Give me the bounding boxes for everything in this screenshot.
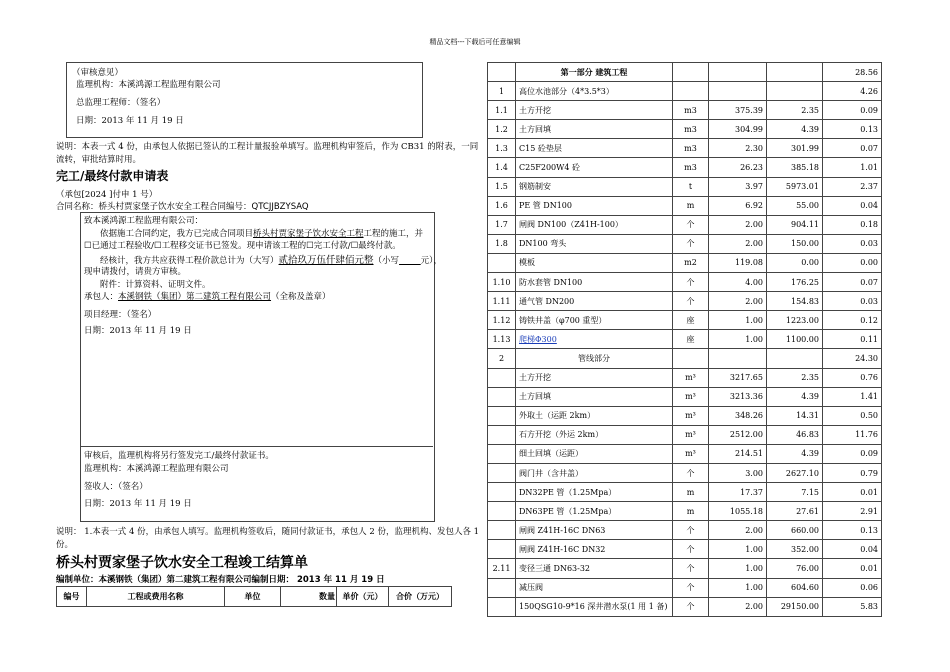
contractor-label: 承包人： <box>84 292 119 302</box>
cell-total: 0.09 <box>823 101 882 120</box>
cell-name: 150QSG10-9*16 深井潜水泵(1 用 1 备) <box>516 597 673 616</box>
cell-name: 闸阀 Z41H-16C DN32 <box>516 540 673 559</box>
app-para1-tail: 工程的施工，并 <box>363 229 424 239</box>
table-row <box>488 82 882 101</box>
cell-total: 0.03 <box>823 234 882 253</box>
cell-no <box>488 540 516 559</box>
cell-price: 352.00 <box>767 540 823 559</box>
cell-qty: 6.92 <box>709 196 767 215</box>
table-row <box>488 139 882 158</box>
cell-name: 减压阀 <box>516 578 673 597</box>
cell-total: 0.07 <box>823 273 882 292</box>
cell-unit: m3 <box>673 101 709 120</box>
cell-price: 29150.00 <box>767 597 823 616</box>
cell-total: 2.91 <box>823 502 882 521</box>
amount-words: 贰拾玖万伍仟肆佰元整 <box>278 255 374 266</box>
cell-total: 1.01 <box>823 158 882 177</box>
cell-name: 模板 <box>516 253 673 272</box>
cell-price: 4.39 <box>767 444 823 463</box>
table-row <box>488 292 882 311</box>
application-divider <box>80 446 433 447</box>
cell-no: 1.3 <box>488 139 516 158</box>
table-row <box>488 425 882 444</box>
cell-price: 76.00 <box>767 559 823 578</box>
cell-qty: 17.37 <box>709 483 767 502</box>
cell-unit: 个 <box>673 273 709 292</box>
cell-no <box>488 387 516 406</box>
table-row <box>488 559 882 578</box>
cell-qty: 2.00 <box>709 521 767 540</box>
cell-price: 46.83 <box>767 425 823 444</box>
cell-name: 变径三通 DN63-32 <box>516 559 673 578</box>
table-row <box>488 120 882 139</box>
cell-qty: 3.00 <box>709 463 767 482</box>
cell-no: 1.7 <box>488 215 516 234</box>
cell-name: 钢筋制安 <box>516 177 673 196</box>
page-header: 精品文档---下载后可任意编辑 <box>429 38 521 46</box>
cell-no <box>488 463 516 482</box>
cell-unit: 个 <box>673 521 709 540</box>
cell-no: 2.11 <box>488 559 516 578</box>
header-qty: 数量 <box>281 587 337 607</box>
cell-no <box>488 368 516 387</box>
cell-name: 土方开挖 <box>516 101 673 120</box>
cell-no <box>488 406 516 425</box>
cell-qty: 2.00 <box>709 292 767 311</box>
cell-name: DN100 弯头 <box>516 234 673 253</box>
cell-qty <box>709 63 767 82</box>
cell-total: 24.30 <box>823 349 882 368</box>
review-date: 日期：2013 年 11 月 19 日 <box>76 116 184 126</box>
cell-qty: 214.51 <box>709 444 767 463</box>
cell-price: 4.39 <box>767 120 823 139</box>
cell-name[interactable]: 爬梯Φ300 <box>516 330 673 349</box>
cell-name: 石方开挖（外运 2km） <box>516 425 673 444</box>
cell-total: 0.04 <box>823 540 882 559</box>
table-row <box>488 406 882 425</box>
cell-unit: m <box>673 196 709 215</box>
cell-qty: 2.00 <box>709 215 767 234</box>
cell-qty: 1.00 <box>709 311 767 330</box>
cell-qty: 1055.18 <box>709 502 767 521</box>
cell-qty: 2.00 <box>709 597 767 616</box>
cell-total: 0.09 <box>823 444 882 463</box>
cell-name: 闸阀 DN100（Z41H-100） <box>516 215 673 234</box>
cell-total: 5.83 <box>823 597 882 616</box>
table-row <box>488 101 882 120</box>
cell-unit <box>673 82 709 101</box>
cell-price: 1223.00 <box>767 311 823 330</box>
header-no: 编号 <box>57 587 87 607</box>
cell-price: 904.11 <box>767 215 823 234</box>
cell-qty: 4.00 <box>709 273 767 292</box>
cell-price: 1100.00 <box>767 330 823 349</box>
cell-name: 细土回填（运距） <box>516 444 673 463</box>
cell-unit: m³ <box>673 406 709 425</box>
cell-qty: 26.23 <box>709 158 767 177</box>
cell-qty: 375.39 <box>709 101 767 120</box>
cell-price <box>767 349 823 368</box>
cell-unit: 个 <box>673 215 709 234</box>
cell-price: 2.35 <box>767 101 823 120</box>
cell-qty <box>709 82 767 101</box>
cell-price: 7.15 <box>767 483 823 502</box>
cell-unit: m3 <box>673 120 709 139</box>
cell-unit: m³ <box>673 425 709 444</box>
cell-no <box>488 63 516 82</box>
receiver: 签收人：（签名） <box>84 482 148 492</box>
table-row <box>488 463 882 482</box>
cell-no: 1.5 <box>488 177 516 196</box>
cell-no <box>488 253 516 272</box>
form-code: （承包[2024 ]付申 1 号） <box>56 190 158 200</box>
table-row <box>488 521 882 540</box>
table-row <box>488 502 882 521</box>
cell-qty: 3217.65 <box>709 368 767 387</box>
table-row <box>488 234 882 253</box>
cell-qty: 348.26 <box>709 406 767 425</box>
cell-price: 150.00 <box>767 234 823 253</box>
receive-date: 日期：2013 年 11 月 19 日 <box>84 499 192 509</box>
note2-line1: 说明： 1.本表一式 4 份，由承包人填写。监理机构签收后，随同付款证书，承包人 2 份，监理机构、发包人各 1 <box>56 527 480 537</box>
cell-qty: 2.30 <box>709 139 767 158</box>
cell-total: 0.13 <box>823 521 882 540</box>
table-row <box>488 273 882 292</box>
settlement-title: 桥头村贾家堡子饮水安全工程竣工结算单 <box>56 555 308 571</box>
cell-unit: 个 <box>673 234 709 253</box>
cell-name: 第一部分 建筑工程 <box>516 63 673 82</box>
contract-line <box>56 200 309 212</box>
header-unit: 单位 <box>225 587 281 607</box>
cell-qty: 1.00 <box>709 578 767 597</box>
cell-unit: m2 <box>673 253 709 272</box>
cell-no: 1.10 <box>488 273 516 292</box>
table-row <box>488 311 882 330</box>
cell-price: 4.39 <box>767 387 823 406</box>
cell-name: 外取土（运距 2km） <box>516 406 673 425</box>
cell-qty: 1.00 <box>709 540 767 559</box>
cell-name: 土方回填 <box>516 120 673 139</box>
table-row <box>488 158 882 177</box>
cell-no: 1.12 <box>488 311 516 330</box>
table-row <box>488 177 882 196</box>
cell-name: C25F200W4 砼 <box>516 158 673 177</box>
cell-total: 0.01 <box>823 483 882 502</box>
table-row <box>488 253 882 272</box>
cost-table <box>487 62 882 617</box>
cell-total: 1.41 <box>823 387 882 406</box>
cell-name: 铸铁井盖（φ700 重型） <box>516 311 673 330</box>
cell-no <box>488 444 516 463</box>
amount-small-blank <box>399 256 421 266</box>
table-row <box>488 63 882 82</box>
cell-unit: 个 <box>673 578 709 597</box>
table-row <box>488 349 882 368</box>
cell-qty: 1.00 <box>709 330 767 349</box>
cell-unit: 个 <box>673 559 709 578</box>
review-heading: （审核意见） <box>72 68 124 78</box>
cell-unit: m3 <box>673 139 709 158</box>
table-row <box>488 540 882 559</box>
header-total: 合价（万元） <box>389 587 452 607</box>
cell-total: 0.12 <box>823 311 882 330</box>
form-title: 完工/最终付款申请表 <box>56 169 169 183</box>
cell-unit: 个 <box>673 597 709 616</box>
cell-no: 1.1 <box>488 101 516 120</box>
amount-comma: ， <box>433 256 442 266</box>
app-manager: 项目经理：（签名） <box>84 310 157 320</box>
cell-unit: t <box>673 177 709 196</box>
table-row <box>488 578 882 597</box>
amount-small-label: （小写 <box>373 256 400 266</box>
cell-name: 土方开挖 <box>516 368 673 387</box>
contract-name: 合同名称：桥头村贾家堡子饮水安全工程合同编号： <box>56 202 252 212</box>
project-name: 桥头村贾家堡子饮水安全工程 <box>253 229 364 239</box>
cell-unit: 个 <box>673 463 709 482</box>
cell-total: 0.00 <box>823 253 882 272</box>
cell-qty: 1.00 <box>709 559 767 578</box>
cell-no <box>488 521 516 540</box>
cell-total: 0.06 <box>823 578 882 597</box>
cell-price <box>767 82 823 101</box>
cell-total: 28.56 <box>823 63 882 82</box>
cell-qty: 2512.00 <box>709 425 767 444</box>
cell-price: 154.83 <box>767 292 823 311</box>
cell-no <box>488 502 516 521</box>
header-price: 单价（元） <box>337 587 389 607</box>
cell-price: 5973.01 <box>767 177 823 196</box>
cell-price: 14.31 <box>767 406 823 425</box>
cell-total: 11.76 <box>823 425 882 444</box>
cell-price: 2.35 <box>767 368 823 387</box>
app-contractor <box>84 290 331 302</box>
table-row <box>488 330 882 349</box>
cell-unit: 座 <box>673 330 709 349</box>
cell-total: 0.76 <box>823 368 882 387</box>
cell-total: 0.04 <box>823 196 882 215</box>
cell-no <box>488 578 516 597</box>
app-date: 日期：2013 年 11 月 19 日 <box>84 326 192 336</box>
cell-no <box>488 425 516 444</box>
cell-unit: m <box>673 502 709 521</box>
cell-unit: m³ <box>673 368 709 387</box>
cell-unit <box>673 349 709 368</box>
cell-no: 1.11 <box>488 292 516 311</box>
cell-qty: 3213.36 <box>709 387 767 406</box>
cell-unit: m3 <box>673 158 709 177</box>
cell-name: 土方回填 <box>516 387 673 406</box>
cell-total: 0.07 <box>823 139 882 158</box>
cell-total: 0.11 <box>823 330 882 349</box>
review-agency-2: 监理机构：本溪鸿源工程监理有限公司 <box>84 464 229 474</box>
cell-no: 1.6 <box>488 196 516 215</box>
cell-no <box>488 483 516 502</box>
table-row <box>488 387 882 406</box>
header-name: 工程或费用名称 <box>87 587 225 607</box>
settlement-unit-line: 编制单位：本溪钢铁（集团）第二建筑工程有限公司编制日期： 2013 年 11 月 19 日 <box>56 575 385 585</box>
cell-price: 0.00 <box>767 253 823 272</box>
cell-unit: m³ <box>673 444 709 463</box>
cell-name: PE 管 DN100 <box>516 196 673 215</box>
cell-price: 301.99 <box>767 139 823 158</box>
cell-qty: 119.08 <box>709 253 767 272</box>
cell-qty: 2.00 <box>709 234 767 253</box>
cell-total: 0.18 <box>823 215 882 234</box>
table-row <box>488 196 882 215</box>
amount-small-unit: 元） <box>420 256 434 266</box>
cell-price: 55.00 <box>767 196 823 215</box>
table-row <box>488 368 882 387</box>
cell-total: 0.50 <box>823 406 882 425</box>
cell-total: 0.03 <box>823 292 882 311</box>
cell-price: 660.00 <box>767 521 823 540</box>
cell-unit: 座 <box>673 311 709 330</box>
cell-price: 27.61 <box>767 502 823 521</box>
contractor-seal-note: （全称及盖章） <box>271 292 331 302</box>
cell-name: 防水套管 DN100 <box>516 273 673 292</box>
cell-unit <box>673 63 709 82</box>
cell-total: 0.13 <box>823 120 882 139</box>
cell-no <box>488 597 516 616</box>
cell-price: 604.60 <box>767 578 823 597</box>
cell-total: 2.37 <box>823 177 882 196</box>
cell-name: DN63PE 管（1.25Mpa） <box>516 502 673 521</box>
cell-price <box>767 63 823 82</box>
app-para1-text: 依据施工合同约定，我方已完成合同项目 <box>100 229 254 239</box>
cell-qty: 304.99 <box>709 120 767 139</box>
settlement-header-table <box>56 586 452 607</box>
table-row <box>488 215 882 234</box>
cell-price: 385.18 <box>767 158 823 177</box>
note1-line2: 流转，审批结算时用。 <box>56 155 142 165</box>
cell-unit: 个 <box>673 292 709 311</box>
cell-name: 高位水池部分（4*3.5*3） <box>516 82 673 101</box>
cell-unit: 个 <box>673 540 709 559</box>
cell-qty <box>709 349 767 368</box>
app-attachments: 附件：计算资料、证明文件。 <box>100 280 211 290</box>
app-para3-text: 经核计，我方共应获得工程价款总计为（大写） <box>100 256 279 266</box>
cell-qty: 3.97 <box>709 177 767 196</box>
table-row <box>488 444 882 463</box>
cell-no: 1.2 <box>488 120 516 139</box>
app-recipient: 致本溪鸿源工程监理有限公司： <box>84 216 204 226</box>
cell-name: C15 砼垫层 <box>516 139 673 158</box>
review-agency: 监理机构：本溪鸿源工程监理有限公司 <box>76 80 221 90</box>
cell-no: 1.13 <box>488 330 516 349</box>
contractor-name: 本溪钢铁（集团）第二建筑工程有限公司 <box>118 292 272 302</box>
cell-name: 阀门井（含井盖） <box>516 463 673 482</box>
app-para2: ☐已通过工程验收/☐工程移交证书已签发。现申请该工程的☐完工付款/☐最终付款。 <box>84 241 401 251</box>
table-row <box>488 483 882 502</box>
app-para3 <box>100 252 442 266</box>
note1-line1: 说明：本表一式 4 份，由承包人依据已签认的工程计量报验单填写。监理机构审签后，作为 CB31 的附表，一同 <box>56 142 479 152</box>
cell-no: 1.4 <box>488 158 516 177</box>
cell-no: 2 <box>488 349 516 368</box>
cell-unit: m³ <box>673 387 709 406</box>
app-para4: 现申请拨付，请贵方审核。 <box>84 267 187 277</box>
app-para1 <box>100 227 423 239</box>
cell-name: 管线部分 <box>516 349 673 368</box>
contract-number: QTCJJBZYSAQ <box>251 202 309 212</box>
cell-no: 1.8 <box>488 234 516 253</box>
cell-name: DN32PE 管（1.25Mpa） <box>516 483 673 502</box>
table-row <box>488 597 882 616</box>
cell-price: 2627.10 <box>767 463 823 482</box>
cell-total: 4.26 <box>823 82 882 101</box>
review-note: 审核后，监理机构将另行签发完工/最终付款证书。 <box>84 451 274 461</box>
note2-line2: 份。 <box>56 540 74 550</box>
cell-price: 176.25 <box>767 273 823 292</box>
cell-total: 0.79 <box>823 463 882 482</box>
cell-no: 1 <box>488 82 516 101</box>
cell-total: 0.01 <box>823 559 882 578</box>
cell-name: 闸阀 Z41H-16C DN63 <box>516 521 673 540</box>
cell-unit: m <box>673 483 709 502</box>
cell-name: 通气管 DN200 <box>516 292 673 311</box>
review-engineer: 总监理工程师：（签名） <box>76 98 166 108</box>
